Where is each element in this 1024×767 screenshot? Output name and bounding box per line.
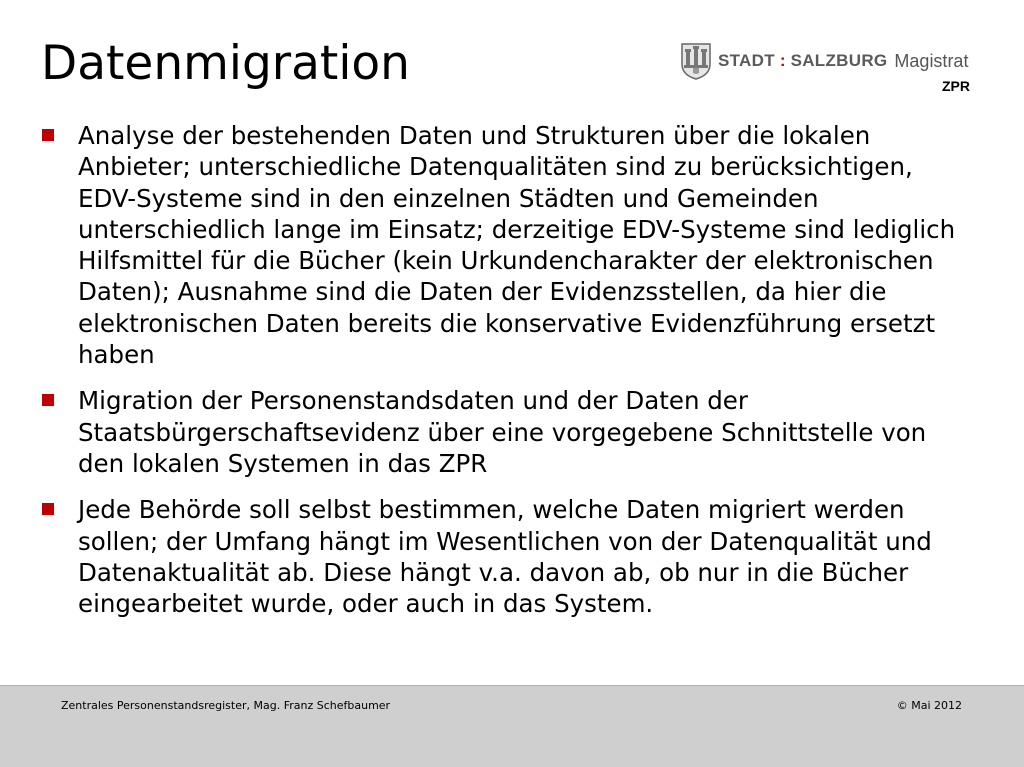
footer: [0, 685, 1024, 767]
footer-left-text: Zentrales Personenstandsregister, Mag. Franz Schefbaumer: [61, 699, 391, 712]
bullet-item: [42, 385, 972, 479]
logo-city: STADT: [718, 51, 775, 70]
logo-unit: Magistrat: [894, 50, 969, 71]
bullet-square-icon: [42, 129, 54, 141]
bullet-item: [42, 494, 972, 619]
crest-icon: [680, 42, 712, 80]
header-tag: ZPR: [942, 78, 970, 94]
bullet-list: [42, 120, 972, 634]
bullet-text: Migration der Personenstandsdaten und der Daten der Staatsbürgerschaftsevidenz über eine vorgegebene Schnittstelle von den lokalen Systemen in das ZPR: [78, 386, 927, 478]
stadt-salzburg-logo: [680, 42, 968, 80]
slide-title: Datenmigration: [41, 36, 410, 91]
bullet-square-icon: [42, 394, 54, 406]
bullet-square-icon: [42, 503, 54, 515]
footer-copyright: © Mai 2012: [896, 699, 962, 712]
bullet-text: Analyse der bestehenden Daten und Strukturen über die lokalen Anbieter; unterschiedliche Datenqualitäten sind zu berücksichtigen, EDV-Systeme sind in den einzelnen Städten und Gemeinden unterschiedlich lange im Einsatz; derzeitige EDV-Systeme sind lediglich Hilfsmittel für die Bücher (kein Urkundencharakter der elektronischen Daten); Ausnahme sind die Daten der Evidenzsstellen, da hier die elektronischen Daten bereits die konservative Evidenzführung ersetzt haben: [78, 121, 956, 370]
bullet-text: Jede Behörde soll selbst bestimmen, welche Daten migriert werden sollen; der Umfang hängt im Wesentlichen von der Datenqualität und Datenaktualität ab. Diese hängt v.a. davon ab, ob nur in die Bücher eingearbeitet wurde, oder auch in das System.: [78, 495, 932, 619]
bullet-item: [42, 120, 972, 370]
logo-separator: :: [779, 51, 786, 70]
logo-city-name: SALZBURG: [790, 51, 888, 70]
